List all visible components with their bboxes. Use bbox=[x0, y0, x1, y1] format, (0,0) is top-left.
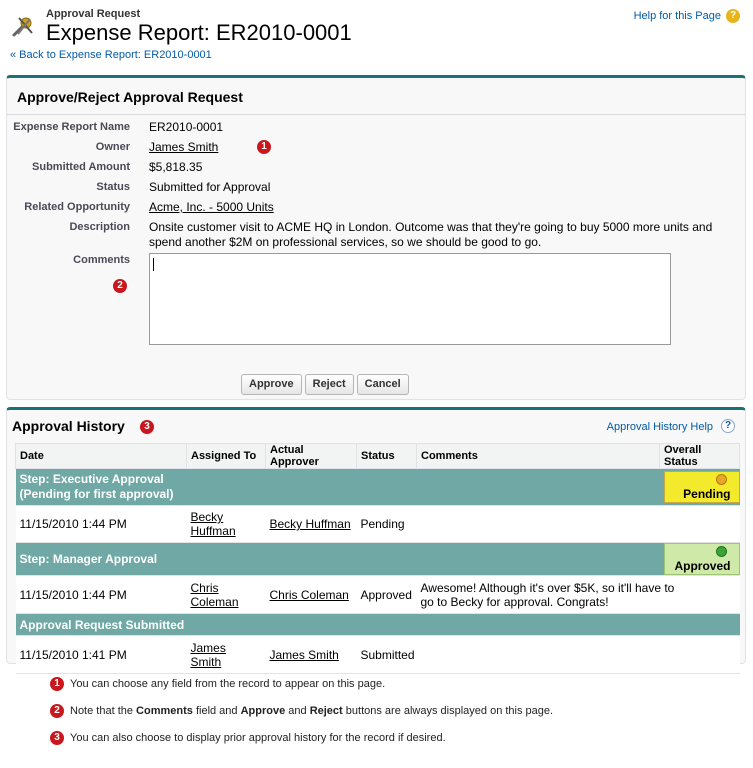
divider bbox=[7, 114, 745, 115]
assigned-last[interactable]: Smith bbox=[190, 654, 222, 669]
note-text-d: Approve bbox=[240, 705, 286, 717]
field-label-expense-report-name: Expense Report Name bbox=[13, 121, 130, 133]
cancel-button[interactable]: Cancel bbox=[357, 374, 409, 395]
reject-button[interactable]: Reject bbox=[305, 374, 354, 395]
assigned-link[interactable] bbox=[191, 510, 236, 538]
question-icon[interactable]: ? bbox=[726, 9, 740, 23]
help-link[interactable]: Help for this Page bbox=[633, 10, 721, 22]
step-row bbox=[16, 614, 740, 636]
note-3 bbox=[48, 730, 748, 757]
note-text-a: Note that the bbox=[70, 705, 137, 717]
approval-history-table bbox=[15, 443, 740, 674]
row-date: 11/15/2010 1:44 PM bbox=[16, 506, 187, 543]
pending-icon bbox=[716, 474, 727, 485]
comments-textarea[interactable] bbox=[149, 253, 671, 345]
col-date: Date bbox=[16, 444, 187, 469]
back-link[interactable] bbox=[10, 49, 212, 61]
approver-link[interactable]: James Smith bbox=[269, 647, 339, 662]
note-2 bbox=[48, 703, 748, 730]
row-assigned-to[interactable] bbox=[187, 636, 266, 674]
callout-badge-2: 2 bbox=[113, 279, 127, 293]
field-value-owner[interactable] bbox=[149, 140, 218, 154]
approver-link[interactable]: Becky Huffman bbox=[269, 517, 351, 531]
assigned-last[interactable]: Coleman bbox=[190, 594, 239, 609]
row-comments bbox=[417, 636, 660, 674]
page-title: Expense Report: ER2010-0001 bbox=[46, 20, 352, 45]
col-actual-approver: Actual Approver bbox=[266, 444, 357, 469]
row-date: 11/15/2010 1:41 PM bbox=[16, 636, 187, 674]
callout-badge-2: 2 bbox=[50, 704, 64, 718]
row-comments: Awesome! Although it's over $5K, so it'll have to go to Becky for approval. Congrats! bbox=[417, 576, 740, 614]
assigned-link[interactable] bbox=[191, 641, 226, 669]
callout-notes bbox=[48, 676, 748, 757]
assigned-first[interactable]: Becky bbox=[190, 510, 224, 524]
col-comments: Comments bbox=[417, 444, 660, 469]
col-status: Status bbox=[357, 444, 417, 469]
callout-badge-3: 3 bbox=[140, 420, 154, 434]
field-value-related-opportunity[interactable] bbox=[149, 200, 274, 214]
assigned-first[interactable]: Chris bbox=[190, 580, 219, 595]
assigned-last[interactable]: Huffman bbox=[190, 524, 236, 538]
step-title: Approval Request Submitted bbox=[16, 614, 740, 636]
note-text: You can choose any field from the record to appear on this page. bbox=[70, 678, 386, 690]
row-overall bbox=[660, 506, 740, 543]
approver-link[interactable]: Chris Coleman bbox=[269, 587, 349, 602]
table-header-row bbox=[16, 444, 740, 469]
owner-link[interactable]: James Smith bbox=[149, 140, 219, 154]
assigned-link[interactable] bbox=[191, 581, 239, 609]
step-subtitle: (Pending for first approval) bbox=[19, 487, 174, 501]
overall-status-text: Pending bbox=[683, 487, 731, 501]
approve-reject-panel bbox=[6, 75, 746, 400]
row-comments bbox=[417, 506, 660, 543]
row-date: 11/15/2010 1:44 PM bbox=[16, 576, 187, 614]
panel-title: Approve/Reject Approval Request bbox=[17, 89, 243, 105]
field-label-related-opportunity: Related Opportunity bbox=[24, 201, 130, 213]
field-value-description: Onsite customer visit to ACME HQ in London. Outcome was that they're going to buy 5000 more units and spend another $2M on professional services, so we should be good to go. bbox=[149, 220, 713, 249]
note-text-g: buttons are always displayed on this page. bbox=[342, 705, 554, 717]
table-row bbox=[16, 576, 740, 614]
field-label-status: Status bbox=[96, 181, 130, 193]
row-assigned-to[interactable] bbox=[187, 576, 266, 614]
note-text: You can also choose to display prior approval history for the record if desired. bbox=[70, 732, 446, 744]
button-row bbox=[241, 374, 412, 395]
status-badge bbox=[664, 543, 740, 575]
field-label-description: Description bbox=[69, 221, 130, 233]
history-title: Approval History bbox=[12, 418, 125, 434]
check-icon bbox=[716, 546, 727, 557]
step-row bbox=[16, 469, 740, 506]
field-value-submitted-amount: $5,818.35 bbox=[149, 160, 203, 174]
approval-request-icon bbox=[10, 13, 38, 41]
row-approver[interactable] bbox=[266, 576, 357, 614]
page-header bbox=[0, 0, 753, 70]
field-label-comments: Comments bbox=[73, 254, 130, 266]
note-1 bbox=[48, 676, 748, 703]
row-status: Pending bbox=[357, 506, 417, 543]
assigned-first[interactable]: James bbox=[190, 640, 226, 655]
step-title: Step: Executive Approval bbox=[19, 472, 164, 486]
opportunity-link[interactable]: Acme, Inc. - 5000 Units bbox=[149, 200, 274, 214]
table-row bbox=[16, 636, 740, 674]
row-status: Approved bbox=[357, 576, 417, 614]
note-text-f: Reject bbox=[309, 705, 343, 717]
note-text-c: field and bbox=[192, 705, 241, 717]
callout-badge-1: 1 bbox=[50, 677, 64, 691]
table-row bbox=[16, 506, 740, 543]
field-value-status: Submitted for Approval bbox=[149, 180, 271, 194]
approve-button[interactable]: Approve bbox=[241, 374, 302, 395]
row-status: Submitted bbox=[357, 636, 417, 674]
step-title: Step: Manager Approval bbox=[16, 543, 660, 576]
col-overall-status: Overall Status bbox=[660, 444, 740, 469]
overall-status-text: Approved bbox=[674, 559, 731, 573]
note-text-b: Comments bbox=[136, 705, 193, 717]
field-label-submitted-amount: Submitted Amount bbox=[32, 161, 130, 173]
row-approver[interactable] bbox=[266, 506, 357, 543]
row-overall bbox=[660, 636, 740, 674]
callout-badge-3: 3 bbox=[50, 731, 64, 745]
approval-history-panel bbox=[6, 407, 746, 669]
note-text-e: and bbox=[285, 705, 310, 717]
step-row bbox=[16, 543, 740, 576]
text-caret bbox=[153, 258, 154, 271]
field-value-expense-report-name: ER2010-0001 bbox=[149, 120, 224, 134]
back-link-text[interactable]: « Back to Expense Report: ER2010-0001 bbox=[10, 49, 212, 61]
approval-history-help-link[interactable]: Approval History Help bbox=[606, 421, 713, 433]
question-icon[interactable]: ? bbox=[721, 419, 735, 433]
callout-badge-1: 1 bbox=[257, 140, 271, 154]
row-approver[interactable] bbox=[266, 636, 357, 674]
col-assigned-to: Assigned To bbox=[187, 444, 266, 469]
page-subtitle: Approval Request bbox=[46, 8, 141, 20]
status-badge bbox=[664, 471, 740, 503]
row-assigned-to[interactable] bbox=[187, 506, 266, 543]
field-label-owner: Owner bbox=[95, 141, 130, 153]
